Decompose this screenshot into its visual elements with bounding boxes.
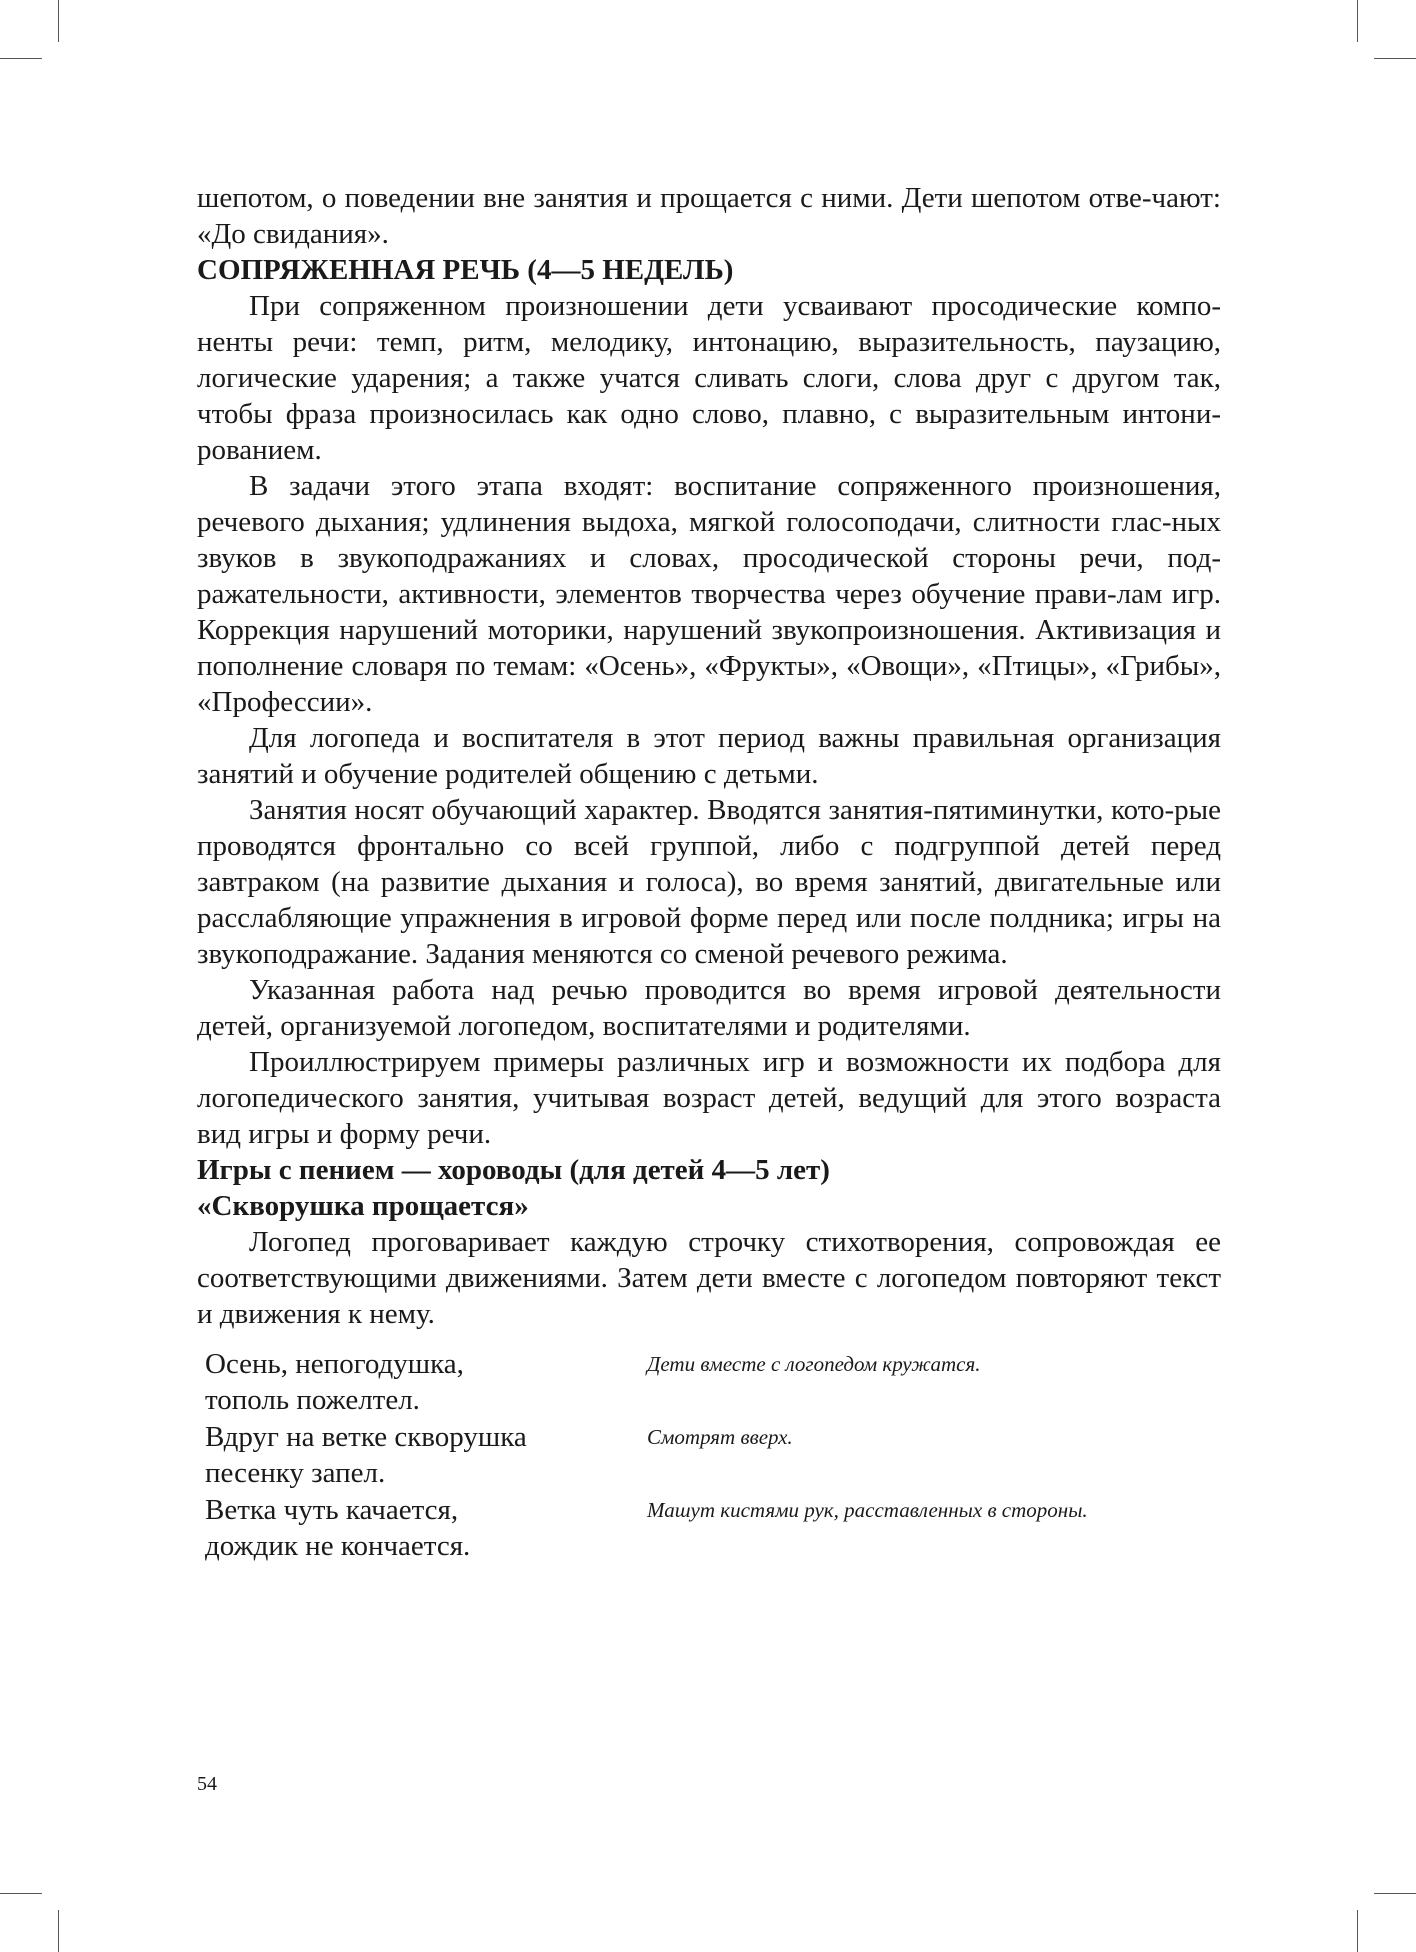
poem-line: Ветка чуть качается, [205,1494,459,1526]
poem-row [205,1492,1221,1564]
poem-line: дождик не кончается. [205,1530,471,1562]
poem-verse [205,1419,647,1491]
poem-intro: Логопед проговаривает каждую строчку стихотворения, сопровождая ее соответствующими движениями. Затем дети вместе с логопедом повторяют текст и движения к нему. [197,1226,1221,1330]
paragraph-4: Занятия носят обучающий характер. Вводятся занятия-пятиминутки, кото-рые проводятся фронтально со всей группой, либо с подгруппой детей перед завтраком (на развитие дыхания и голоса), во время занятий, двигательные или расслабляющие упражнения в игровой форме перед или после полдника; игры на звукоподражание. Задания меняются со сменой речевого режима. [197,794,1221,970]
poem-action: Смотрят вверх. [647,1425,793,1449]
poem-title: «Скворушка прощается» [197,1190,529,1222]
poem-line: Осень, непогодушка, [205,1348,464,1380]
page-number: 54 [197,1773,217,1795]
poem-row [205,1346,1221,1418]
section-heading: СОПРЯЖЕННАЯ РЕЧЬ (4—5 НЕДЕЛЬ) [197,254,734,286]
crop-mark-bottom-left-h [0,1893,42,1894]
poem-row [205,1419,1221,1491]
crop-mark-top-right [1357,0,1358,42]
poem-verse [205,1346,647,1418]
crop-mark-top-left-h [0,58,42,59]
poem-line: песенку запел. [205,1457,386,1489]
games-heading: Игры с пением — хороводы (для детей 4—5 лет) [197,1154,830,1186]
paragraph-1: При сопряженном произношении дети усваивают просодические компо-ненты речи: темп, ритм, мелодику, интонацию, выразительность, паузацию, логические ударения; а также учатся сливать слоги, слова друг с другом так, чтобы фраза произносилась как одно слово, плавно, с выразительным интони-рованием. [197,290,1221,466]
crop-mark-top-right-h [1374,58,1416,59]
poem-verse [205,1492,647,1564]
page-content [197,180,1221,1565]
poem-action: Дети вместе с логопедом кружатся. [647,1352,981,1376]
paragraph-5: Указанная работа над речью проводится во время игровой деятельности детей, организуемой логопедом, воспитателями и родителями. [197,974,1221,1042]
crop-mark-bottom-right-h [1374,1893,1416,1894]
crop-mark-top-left [58,0,59,42]
paragraph-3: Для логопеда и воспитателя в этот период важны правильная организация занятий и обучение родителей общению с детьми. [197,722,1221,790]
paragraph-6: Проиллюстрируем примеры различных игр и возможности их подбора для логопедического занятия, учитывая возраст детей, ведущий для этого возраста вид игры и форму речи. [197,1046,1221,1150]
poem-table [205,1346,1221,1564]
crop-mark-bottom-left [58,1910,59,1952]
poem-line: тополь пожелтел. [205,1384,420,1416]
intro-paragraph: шепотом, о поведении вне занятия и прощается с ними. Дети шепотом отве-чают: «До свидания». [197,182,1221,250]
poem-line: Вдруг на ветке скворушка [205,1421,527,1453]
paragraph-2: В задачи этого этапа входят: воспитание сопряженного произношения, речевого дыхания; удлинения выдоха, мягкой голосоподачи, слитности глас-ных звуков в звукоподражаниях и словах, просодической стороны речи, под-ражательности, активности, элементов творчества через обучение прави-лам игр. Коррекция нарушений моторики, нарушений звукопроизношения. Активизация и пополнение словаря по темам: «Осень», «Фрукты», «Овощи», «Птицы», «Грибы», «Профессии». [197,470,1221,718]
poem-action: Машут кистями рук, расставленных в стороны. [647,1498,1088,1522]
crop-mark-bottom-right [1357,1910,1358,1952]
